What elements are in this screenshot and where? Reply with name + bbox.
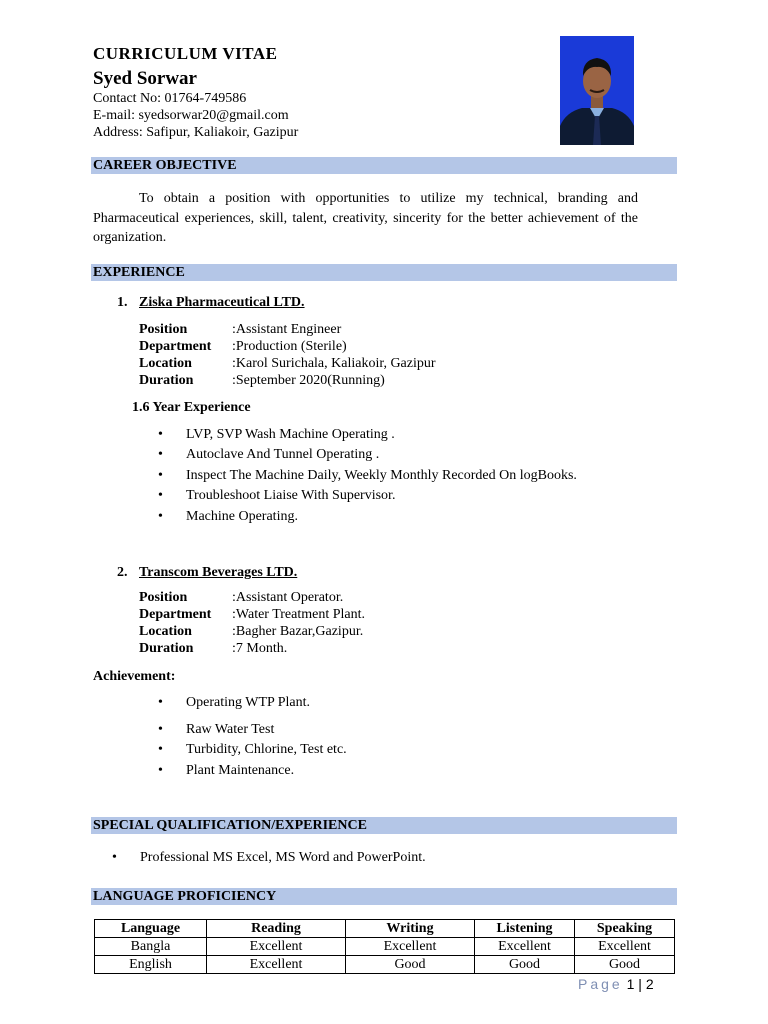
- job2-company: [117, 565, 297, 581]
- job1-years-experience: 1.6 Year Experience: [132, 400, 251, 415]
- profile-photo: [560, 36, 634, 145]
- section-language-proficiency: LANGUAGE PROFICIENCY: [91, 888, 677, 905]
- job2-duration-value: :7 Month.: [232, 641, 288, 656]
- job1-position-value: :Assistant Engineer: [232, 322, 342, 337]
- col-writing: Writing: [346, 920, 475, 938]
- table-cell: Excellent: [207, 956, 346, 974]
- table-cell: Good: [346, 956, 475, 974]
- table-row: [95, 956, 675, 974]
- job1-position-label: Position: [139, 322, 188, 337]
- page-number: 1: [626, 976, 635, 992]
- email-address: E-mail: syedsorwar20@gmail.com: [93, 108, 289, 123]
- col-language: Language: [95, 920, 207, 938]
- job1-company-name: Ziska Pharmaceutical LTD.: [139, 295, 305, 310]
- table-cell: Excellent: [207, 938, 346, 956]
- table-cell: Good: [575, 956, 675, 974]
- job1-duration-label: Duration: [139, 373, 194, 388]
- page-separator: |: [638, 976, 642, 992]
- job1-department-label: Department: [139, 339, 212, 354]
- section-special-qualification: SPECIAL QUALIFICATION/EXPERIENCE: [91, 817, 677, 834]
- job1-location-label: Location: [139, 356, 192, 371]
- table-cell: Excellent: [346, 938, 475, 956]
- col-speaking: Speaking: [575, 920, 675, 938]
- job2-details: [139, 589, 365, 657]
- job2-department-value: :Water Treatment Plant.: [232, 607, 366, 622]
- job2-company-name: Transcom Beverages LTD.: [139, 565, 298, 580]
- job2-location-label: Location: [139, 624, 192, 639]
- page-total: 2: [645, 976, 654, 992]
- job1-location-value: :Karol Surichala, Kaliakoir, Gazipur: [232, 356, 436, 371]
- achievement-heading: Achievement:: [93, 669, 176, 684]
- job1-duration-value: :September 2020(Running): [232, 373, 385, 388]
- candidate-name: Syed Sorwar: [93, 68, 197, 89]
- job1-department-value: :Production (Sterile): [232, 339, 347, 354]
- table-row: [95, 938, 675, 956]
- job2-department-label: Department: [139, 607, 212, 622]
- job2-location-value: :Bagher Bazar,Gazipur.: [232, 624, 364, 639]
- job1-details: [139, 321, 436, 389]
- table-cell: Good: [475, 956, 575, 974]
- col-listening: Listening: [475, 920, 575, 938]
- table-cell: Bangla: [95, 938, 207, 956]
- job2-position-value: :Assistant Operator.: [232, 590, 344, 605]
- job1-number: 1.: [117, 295, 128, 310]
- career-objective-text: To obtain a position with opportunities to utilize my technical, branding and Pharmaceutical experiences, skill, talent, creativity, sincerity for the better achievement of the organization.: [93, 191, 638, 245]
- table-cell: English: [95, 956, 207, 974]
- section-experience: EXPERIENCE: [91, 264, 677, 281]
- job2-duration-label: Duration: [139, 641, 194, 656]
- page-indicator: [578, 976, 654, 992]
- job2-position-label: Position: [139, 590, 188, 605]
- table-header-row: [95, 920, 675, 938]
- language-table: [94, 919, 675, 974]
- cv-title: CURRICULUM VITAE: [93, 44, 278, 63]
- contact-number: Contact No: 01764-749586: [93, 91, 247, 106]
- page-label: Page: [578, 976, 623, 992]
- table-cell: Excellent: [575, 938, 675, 956]
- section-career-objective: CAREER OBJECTIVE: [91, 157, 677, 174]
- table-cell: Excellent: [475, 938, 575, 956]
- postal-address: Address: Safipur, Kaliakoir, Gazipur: [93, 125, 299, 140]
- col-reading: Reading: [207, 920, 346, 938]
- job2-number: 2.: [117, 565, 128, 580]
- person-portrait-icon: [560, 36, 634, 145]
- job1-company: [117, 295, 305, 311]
